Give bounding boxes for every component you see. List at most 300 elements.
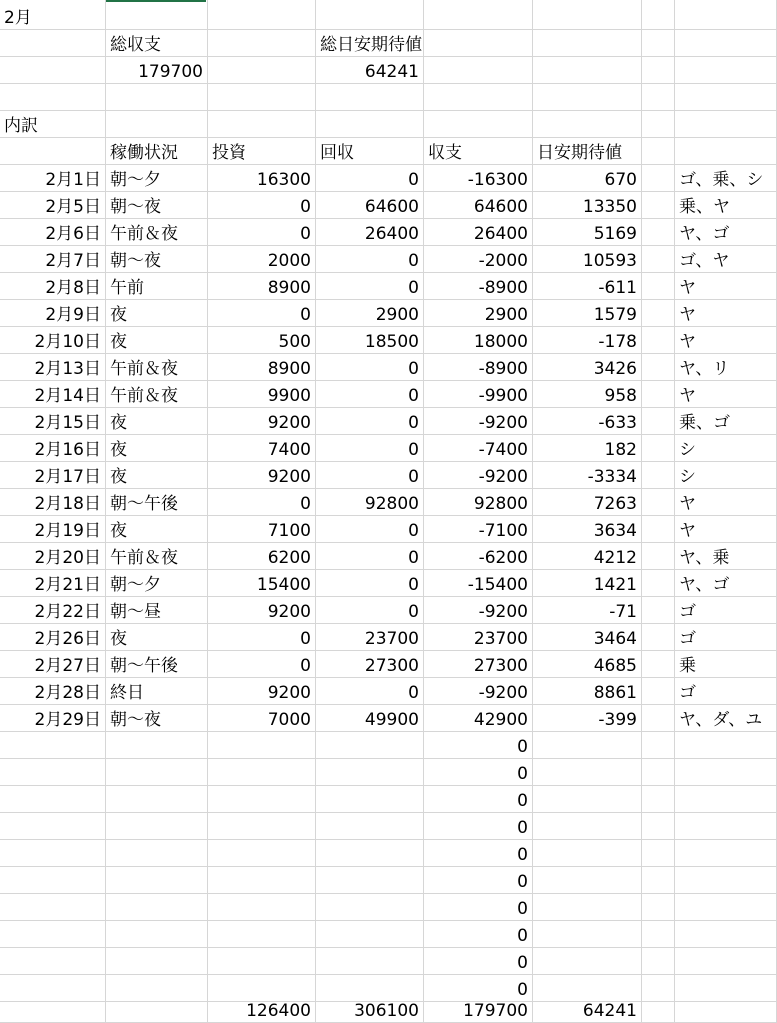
machine-cell[interactable]: シ xyxy=(675,435,777,462)
expected-cell[interactable]: 182 xyxy=(533,435,642,462)
status-cell[interactable]: 朝～夕 xyxy=(106,570,208,597)
recovery-cell[interactable]: 49900 xyxy=(316,705,424,732)
empty-cell[interactable] xyxy=(642,219,675,246)
status-cell[interactable]: 夜 xyxy=(106,300,208,327)
empty-cell[interactable] xyxy=(642,813,675,840)
date-cell[interactable]: 2月9日 xyxy=(0,300,106,327)
machine-cell[interactable]: ヤ xyxy=(675,300,777,327)
expected-cell[interactable]: 1421 xyxy=(533,570,642,597)
expected-cell[interactable] xyxy=(533,867,642,894)
machine-cell[interactable]: ヤ、乗 xyxy=(675,543,777,570)
status-cell[interactable]: 朝～夕 xyxy=(106,165,208,192)
empty-cell[interactable] xyxy=(642,30,675,57)
total-balance-cell[interactable]: 179700 xyxy=(424,1002,533,1023)
date-cell[interactable] xyxy=(0,867,106,894)
recovery-cell[interactable] xyxy=(316,894,424,921)
expected-cell[interactable] xyxy=(533,921,642,948)
machine-cell[interactable] xyxy=(675,786,777,813)
empty-cell[interactable] xyxy=(208,84,316,111)
empty-cell[interactable] xyxy=(642,840,675,867)
status-cell[interactable]: 午前＆夜 xyxy=(106,219,208,246)
machine-cell[interactable]: ヤ、ダ、ユ xyxy=(675,705,777,732)
empty-cell[interactable] xyxy=(208,111,316,138)
status-cell[interactable] xyxy=(106,894,208,921)
empty-cell[interactable] xyxy=(208,30,316,57)
expected-cell[interactable]: -71 xyxy=(533,597,642,624)
total-investment-cell[interactable]: 126400 xyxy=(208,1002,316,1023)
recovery-cell[interactable]: 0 xyxy=(316,408,424,435)
date-cell[interactable]: 2月10日 xyxy=(0,327,106,354)
machine-cell[interactable]: 乗、ゴ xyxy=(675,408,777,435)
date-cell[interactable]: 2月15日 xyxy=(0,408,106,435)
balance-cell[interactable]: -2000 xyxy=(424,246,533,273)
balance-cell[interactable]: 27300 xyxy=(424,651,533,678)
expected-header[interactable]: 日安期待値 xyxy=(533,138,642,165)
machine-cell[interactable]: 乗 xyxy=(675,651,777,678)
empty-cell[interactable] xyxy=(642,57,675,84)
balance-cell[interactable]: 23700 xyxy=(424,624,533,651)
recovery-cell[interactable]: 0 xyxy=(316,597,424,624)
investment-cell[interactable]: 6200 xyxy=(208,543,316,570)
investment-cell[interactable] xyxy=(208,867,316,894)
expected-cell[interactable] xyxy=(533,975,642,1002)
status-cell[interactable]: 朝～午後 xyxy=(106,489,208,516)
status-cell[interactable]: 午前 xyxy=(106,273,208,300)
balance-cell[interactable]: 0 xyxy=(424,759,533,786)
recovery-cell[interactable]: 18500 xyxy=(316,327,424,354)
status-cell[interactable]: 夜 xyxy=(106,516,208,543)
date-cell[interactable] xyxy=(0,786,106,813)
total-expected-cell[interactable]: 64241 xyxy=(533,1002,642,1023)
empty-cell[interactable] xyxy=(675,0,777,30)
recovery-cell[interactable]: 0 xyxy=(316,354,424,381)
machine-cell[interactable]: ヤ、ゴ xyxy=(675,219,777,246)
expected-cell[interactable] xyxy=(533,732,642,759)
machine-cell[interactable]: ヤ xyxy=(675,489,777,516)
recovery-cell[interactable]: 27300 xyxy=(316,651,424,678)
investment-cell[interactable]: 9200 xyxy=(208,597,316,624)
expected-cell[interactable]: 3464 xyxy=(533,624,642,651)
date-cell[interactable]: 2月17日 xyxy=(0,462,106,489)
machine-cell[interactable] xyxy=(675,867,777,894)
recovery-cell[interactable] xyxy=(316,948,424,975)
investment-cell[interactable]: 0 xyxy=(208,219,316,246)
expected-cell[interactable] xyxy=(533,813,642,840)
recovery-cell[interactable] xyxy=(316,867,424,894)
total-status-cell[interactable] xyxy=(106,1002,208,1023)
balance-cell[interactable]: -9200 xyxy=(424,462,533,489)
status-cell[interactable] xyxy=(106,840,208,867)
empty-cell[interactable] xyxy=(533,57,642,84)
empty-cell[interactable] xyxy=(642,192,675,219)
date-cell[interactable]: 2月16日 xyxy=(0,435,106,462)
status-cell[interactable]: 夜 xyxy=(106,462,208,489)
empty-cell[interactable] xyxy=(208,0,316,30)
recovery-cell[interactable]: 0 xyxy=(316,273,424,300)
machine-cell[interactable]: ゴ xyxy=(675,624,777,651)
empty-cell[interactable] xyxy=(642,435,675,462)
balance-cell[interactable]: 64600 xyxy=(424,192,533,219)
investment-cell[interactable]: 2000 xyxy=(208,246,316,273)
machine-cell[interactable]: ヤ、リ xyxy=(675,354,777,381)
status-cell[interactable]: 夜 xyxy=(106,435,208,462)
investment-cell[interactable]: 7100 xyxy=(208,516,316,543)
expected-cell[interactable] xyxy=(533,894,642,921)
empty-cell[interactable] xyxy=(642,867,675,894)
balance-cell[interactable]: 2900 xyxy=(424,300,533,327)
empty-cell[interactable] xyxy=(642,597,675,624)
machine-cell[interactable]: ゴ xyxy=(675,678,777,705)
expected-cell[interactable]: 1579 xyxy=(533,300,642,327)
balance-cell[interactable]: 0 xyxy=(424,921,533,948)
empty-cell[interactable] xyxy=(316,0,424,30)
investment-cell[interactable] xyxy=(208,813,316,840)
empty-cell[interactable] xyxy=(642,246,675,273)
machine-cell[interactable] xyxy=(675,759,777,786)
date-cell[interactable] xyxy=(0,975,106,1002)
machine-cell[interactable]: ヤ、ゴ xyxy=(675,570,777,597)
date-cell[interactable]: 2月29日 xyxy=(0,705,106,732)
total-balance-label[interactable]: 総収支 xyxy=(106,30,208,57)
empty-cell[interactable] xyxy=(642,894,675,921)
empty-cell[interactable] xyxy=(642,732,675,759)
balance-cell[interactable]: 0 xyxy=(424,867,533,894)
investment-cell[interactable]: 8900 xyxy=(208,354,316,381)
empty-cell[interactable] xyxy=(642,705,675,732)
investment-cell[interactable]: 0 xyxy=(208,624,316,651)
date-cell[interactable]: 2月27日 xyxy=(0,651,106,678)
status-cell[interactable]: 夜 xyxy=(106,327,208,354)
empty-cell[interactable] xyxy=(642,921,675,948)
empty-cell[interactable] xyxy=(0,84,106,111)
date-cell[interactable]: 2月18日 xyxy=(0,489,106,516)
empty-cell[interactable] xyxy=(106,0,208,30)
recovery-cell[interactable] xyxy=(316,813,424,840)
breakdown-label[interactable]: 内訳 xyxy=(0,111,106,138)
empty-cell[interactable] xyxy=(424,30,533,57)
month-label[interactable]: 2月 xyxy=(0,0,106,30)
investment-cell[interactable] xyxy=(208,921,316,948)
status-cell[interactable] xyxy=(106,732,208,759)
recovery-header[interactable]: 回収 xyxy=(316,138,424,165)
investment-cell[interactable] xyxy=(208,975,316,1002)
machine-cell[interactable] xyxy=(675,732,777,759)
balance-cell[interactable]: -9200 xyxy=(424,597,533,624)
expected-cell[interactable]: 10593 xyxy=(533,246,642,273)
balance-cell[interactable]: 0 xyxy=(424,894,533,921)
machine-cell[interactable]: ヤ xyxy=(675,381,777,408)
investment-cell[interactable] xyxy=(208,786,316,813)
recovery-cell[interactable] xyxy=(316,975,424,1002)
empty-cell[interactable] xyxy=(642,0,675,30)
status-cell[interactable] xyxy=(106,786,208,813)
date-cell[interactable]: 2月20日 xyxy=(0,543,106,570)
status-cell[interactable] xyxy=(106,921,208,948)
empty-cell[interactable] xyxy=(424,57,533,84)
machine-cell[interactable]: ゴ xyxy=(675,597,777,624)
investment-cell[interactable]: 7000 xyxy=(208,705,316,732)
balance-cell[interactable]: -9900 xyxy=(424,381,533,408)
empty-cell[interactable] xyxy=(533,111,642,138)
balance-cell[interactable]: 0 xyxy=(424,840,533,867)
machine-cell[interactable]: ゴ、乗、シ xyxy=(675,165,777,192)
recovery-cell[interactable]: 23700 xyxy=(316,624,424,651)
expected-cell[interactable]: -633 xyxy=(533,408,642,435)
balance-cell[interactable]: 0 xyxy=(424,948,533,975)
status-cell[interactable]: 夜 xyxy=(106,408,208,435)
balance-cell[interactable]: 92800 xyxy=(424,489,533,516)
date-cell[interactable] xyxy=(0,732,106,759)
expected-cell[interactable]: -3334 xyxy=(533,462,642,489)
investment-cell[interactable]: 15400 xyxy=(208,570,316,597)
machine-cell[interactable] xyxy=(675,840,777,867)
empty-cell[interactable] xyxy=(642,948,675,975)
empty-cell[interactable] xyxy=(675,57,777,84)
balance-cell[interactable]: 0 xyxy=(424,732,533,759)
recovery-cell[interactable]: 0 xyxy=(316,570,424,597)
investment-cell[interactable] xyxy=(208,948,316,975)
empty-cell[interactable] xyxy=(642,570,675,597)
expected-cell[interactable]: -611 xyxy=(533,273,642,300)
empty-cell[interactable] xyxy=(675,30,777,57)
empty-cell[interactable] xyxy=(642,138,675,165)
recovery-cell[interactable]: 0 xyxy=(316,543,424,570)
expected-cell[interactable]: 3426 xyxy=(533,354,642,381)
expected-cell[interactable]: -178 xyxy=(533,327,642,354)
balance-cell[interactable]: 0 xyxy=(424,786,533,813)
expected-cell[interactable] xyxy=(533,759,642,786)
machine-cell[interactable]: シ xyxy=(675,462,777,489)
empty-cell[interactable] xyxy=(642,327,675,354)
empty-cell[interactable] xyxy=(642,462,675,489)
machine-cell[interactable]: ゴ、ヤ xyxy=(675,246,777,273)
empty-cell[interactable] xyxy=(642,300,675,327)
expected-cell[interactable]: 8861 xyxy=(533,678,642,705)
empty-cell[interactable] xyxy=(642,354,675,381)
date-cell[interactable] xyxy=(0,840,106,867)
expected-cell[interactable]: 4212 xyxy=(533,543,642,570)
status-cell[interactable]: 朝～夜 xyxy=(106,246,208,273)
expected-cell[interactable]: 670 xyxy=(533,165,642,192)
machine-cell[interactable]: ヤ xyxy=(675,327,777,354)
empty-cell[interactable] xyxy=(642,1002,675,1023)
total-expected-label[interactable]: 総日安期待値 xyxy=(316,30,424,57)
total-balance-value[interactable]: 179700 xyxy=(106,57,208,84)
expected-cell[interactable] xyxy=(533,786,642,813)
balance-cell[interactable]: -6200 xyxy=(424,543,533,570)
investment-cell[interactable]: 0 xyxy=(208,192,316,219)
status-cell[interactable] xyxy=(106,975,208,1002)
recovery-cell[interactable]: 92800 xyxy=(316,489,424,516)
machine-cell[interactable] xyxy=(675,948,777,975)
machine-cell[interactable] xyxy=(675,813,777,840)
total-machine-cell[interactable] xyxy=(675,1002,777,1023)
status-cell[interactable] xyxy=(106,759,208,786)
investment-cell[interactable]: 500 xyxy=(208,327,316,354)
empty-cell[interactable] xyxy=(533,30,642,57)
date-cell[interactable] xyxy=(0,894,106,921)
empty-cell[interactable] xyxy=(533,84,642,111)
empty-cell[interactable] xyxy=(208,57,316,84)
empty-cell[interactable] xyxy=(642,489,675,516)
empty-cell[interactable] xyxy=(642,759,675,786)
status-cell[interactable]: 夜 xyxy=(106,624,208,651)
recovery-cell[interactable]: 0 xyxy=(316,165,424,192)
empty-cell[interactable] xyxy=(642,975,675,1002)
empty-cell[interactable] xyxy=(642,408,675,435)
recovery-cell[interactable]: 64600 xyxy=(316,192,424,219)
expected-cell[interactable]: 5169 xyxy=(533,219,642,246)
expected-cell[interactable] xyxy=(533,840,642,867)
empty-cell[interactable] xyxy=(106,84,208,111)
investment-cell[interactable] xyxy=(208,840,316,867)
date-cell[interactable] xyxy=(0,921,106,948)
investment-cell[interactable]: 0 xyxy=(208,300,316,327)
balance-cell[interactable]: -9200 xyxy=(424,678,533,705)
balance-cell[interactable]: -7400 xyxy=(424,435,533,462)
empty-cell[interactable] xyxy=(424,84,533,111)
empty-cell[interactable] xyxy=(642,381,675,408)
investment-cell[interactable]: 16300 xyxy=(208,165,316,192)
status-header[interactable]: 稼働状況 xyxy=(106,138,208,165)
balance-cell[interactable]: -16300 xyxy=(424,165,533,192)
empty-cell[interactable] xyxy=(642,516,675,543)
recovery-cell[interactable]: 26400 xyxy=(316,219,424,246)
empty-cell[interactable] xyxy=(0,57,106,84)
recovery-cell[interactable] xyxy=(316,840,424,867)
expected-cell[interactable]: 7263 xyxy=(533,489,642,516)
investment-cell[interactable] xyxy=(208,759,316,786)
machine-cell[interactable] xyxy=(675,894,777,921)
empty-cell[interactable] xyxy=(533,0,642,30)
recovery-cell[interactable]: 0 xyxy=(316,381,424,408)
date-cell[interactable] xyxy=(0,813,106,840)
status-cell[interactable]: 終日 xyxy=(106,678,208,705)
status-cell[interactable] xyxy=(106,867,208,894)
balance-cell[interactable]: -15400 xyxy=(424,570,533,597)
balance-cell[interactable]: -8900 xyxy=(424,273,533,300)
machine-cell[interactable]: 乗、ヤ xyxy=(675,192,777,219)
investment-cell[interactable]: 9200 xyxy=(208,408,316,435)
empty-cell[interactable] xyxy=(675,111,777,138)
date-cell[interactable]: 2月5日 xyxy=(0,192,106,219)
recovery-cell[interactable]: 0 xyxy=(316,678,424,705)
empty-cell[interactable] xyxy=(675,84,777,111)
date-cell[interactable] xyxy=(0,759,106,786)
status-cell[interactable]: 午前＆夜 xyxy=(106,381,208,408)
empty-cell[interactable] xyxy=(642,165,675,192)
empty-cell[interactable] xyxy=(106,111,208,138)
expected-cell[interactable] xyxy=(533,948,642,975)
balance-cell[interactable]: -9200 xyxy=(424,408,533,435)
empty-cell[interactable] xyxy=(424,0,533,30)
date-cell[interactable]: 2月21日 xyxy=(0,570,106,597)
empty-cell[interactable] xyxy=(316,84,424,111)
date-cell[interactable]: 2月14日 xyxy=(0,381,106,408)
empty-cell[interactable] xyxy=(642,543,675,570)
date-cell[interactable]: 2月19日 xyxy=(0,516,106,543)
date-cell[interactable] xyxy=(0,948,106,975)
empty-cell[interactable] xyxy=(424,111,533,138)
expected-cell[interactable]: 4685 xyxy=(533,651,642,678)
balance-header[interactable]: 収支 xyxy=(424,138,533,165)
investment-header[interactable]: 投資 xyxy=(208,138,316,165)
recovery-cell[interactable] xyxy=(316,786,424,813)
empty-cell[interactable] xyxy=(642,624,675,651)
investment-cell[interactable]: 7400 xyxy=(208,435,316,462)
machine-cell[interactable]: ヤ xyxy=(675,273,777,300)
date-cell[interactable]: 2月8日 xyxy=(0,273,106,300)
expected-cell[interactable]: 13350 xyxy=(533,192,642,219)
empty-cell[interactable] xyxy=(642,786,675,813)
status-cell[interactable]: 朝～午後 xyxy=(106,651,208,678)
machine-cell[interactable] xyxy=(675,921,777,948)
investment-cell[interactable] xyxy=(208,894,316,921)
status-cell[interactable]: 午前＆夜 xyxy=(106,543,208,570)
balance-cell[interactable]: -8900 xyxy=(424,354,533,381)
recovery-cell[interactable] xyxy=(316,921,424,948)
balance-cell[interactable]: 0 xyxy=(424,975,533,1002)
empty-cell[interactable] xyxy=(642,84,675,111)
date-cell[interactable]: 2月1日 xyxy=(0,165,106,192)
machine-cell[interactable] xyxy=(675,975,777,1002)
recovery-cell[interactable] xyxy=(316,759,424,786)
status-cell[interactable]: 朝～夜 xyxy=(106,705,208,732)
investment-cell[interactable]: 9200 xyxy=(208,462,316,489)
date-cell[interactable]: 2月6日 xyxy=(0,219,106,246)
date-cell[interactable]: 2月28日 xyxy=(0,678,106,705)
balance-cell[interactable]: 26400 xyxy=(424,219,533,246)
expected-cell[interactable]: -399 xyxy=(533,705,642,732)
investment-cell[interactable]: 0 xyxy=(208,651,316,678)
status-cell[interactable]: 朝～昼 xyxy=(106,597,208,624)
empty-cell[interactable] xyxy=(675,138,777,165)
date-cell[interactable]: 2月7日 xyxy=(0,246,106,273)
expected-cell[interactable]: 958 xyxy=(533,381,642,408)
status-cell[interactable] xyxy=(106,948,208,975)
investment-cell[interactable] xyxy=(208,732,316,759)
empty-cell[interactable] xyxy=(642,273,675,300)
balance-cell[interactable]: 18000 xyxy=(424,327,533,354)
empty-cell[interactable] xyxy=(642,678,675,705)
date-cell[interactable]: 2月13日 xyxy=(0,354,106,381)
status-cell[interactable]: 午前＆夜 xyxy=(106,354,208,381)
investment-cell[interactable]: 0 xyxy=(208,489,316,516)
expected-cell[interactable]: 3634 xyxy=(533,516,642,543)
recovery-cell[interactable]: 2900 xyxy=(316,300,424,327)
investment-cell[interactable]: 9900 xyxy=(208,381,316,408)
recovery-cell[interactable]: 0 xyxy=(316,516,424,543)
recovery-cell[interactable] xyxy=(316,732,424,759)
balance-cell[interactable]: 42900 xyxy=(424,705,533,732)
empty-cell[interactable] xyxy=(0,30,106,57)
status-cell[interactable] xyxy=(106,813,208,840)
empty-cell[interactable] xyxy=(316,111,424,138)
recovery-cell[interactable]: 0 xyxy=(316,435,424,462)
empty-cell[interactable] xyxy=(642,111,675,138)
date-cell[interactable]: 2月22日 xyxy=(0,597,106,624)
date-cell[interactable]: 2月26日 xyxy=(0,624,106,651)
balance-cell[interactable]: -7100 xyxy=(424,516,533,543)
balance-cell[interactable]: 0 xyxy=(424,813,533,840)
total-expected-value[interactable]: 64241 xyxy=(316,57,424,84)
recovery-cell[interactable]: 0 xyxy=(316,246,424,273)
recovery-cell[interactable]: 0 xyxy=(316,462,424,489)
machine-cell[interactable]: ヤ xyxy=(675,516,777,543)
investment-cell[interactable]: 9200 xyxy=(208,678,316,705)
empty-cell[interactable] xyxy=(642,651,675,678)
status-cell[interactable]: 朝～夜 xyxy=(106,192,208,219)
